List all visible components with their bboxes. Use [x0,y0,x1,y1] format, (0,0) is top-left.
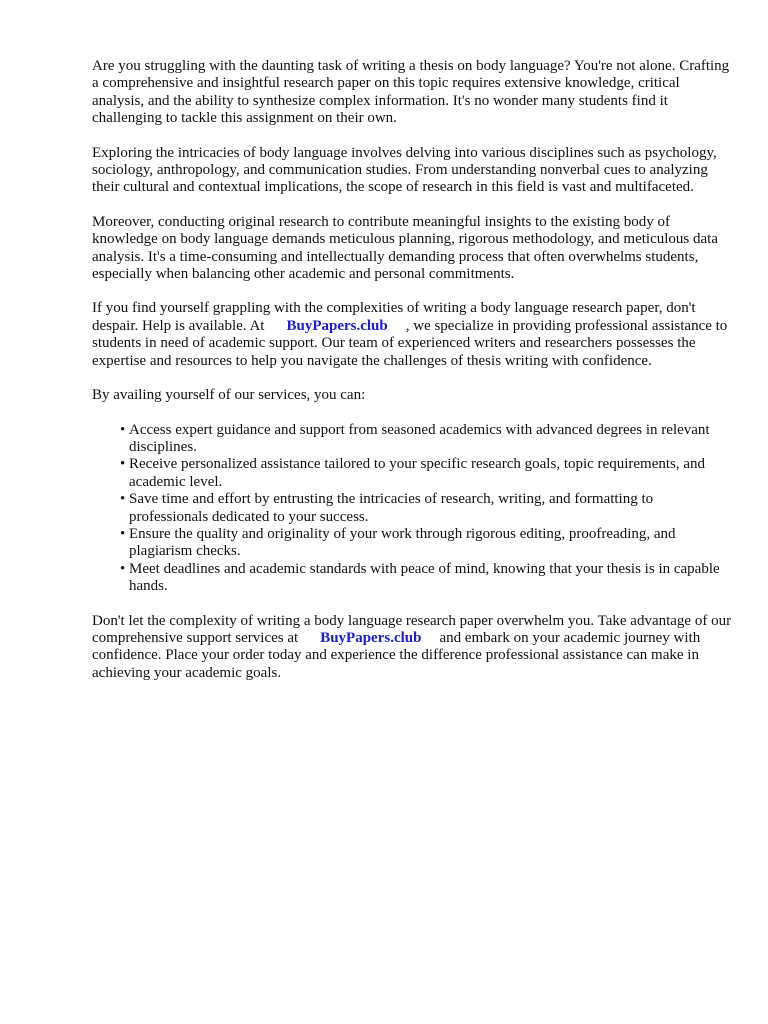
bullet-icon: • [120,560,126,577]
list-item [120,525,732,561]
help-text-before: If you find yourself grappling with the complexities of writing a body language research paper, don't despair. Help is available. At [92,300,696,334]
list-item [120,456,732,491]
bullet-icon: • [120,491,126,508]
research-demands-paragraph: Moreover, conducting original research to contribute meaningful insights to the existing body of knowledge on body language demands meticulous planning, rigorous methodology, and meticulous data analysis. It's a time-consuming and intellectually demanding process that often overwhelms students, especially when balancing other academic and personal commitments. [92,213,718,283]
list-item-text: Save time and effort by entrusting the intricacies of research, writing, and formatting to professionals dedicated to your success. [129,491,654,525]
services-intro-paragraph: By availing yourself of our services, you can: [92,387,366,404]
bullet-icon: • [120,456,126,473]
document-body [92,58,732,699]
list-item-text: Receive personalized assistance tailored to your specific research goals, topic requirements, and academic level. [129,456,706,490]
bullet-icon: • [120,525,126,542]
buypapers-link[interactable]: BuyPapers.club [320,629,422,646]
list-item [120,560,732,596]
list-item-text: Ensure the quality and originality of your work through rigorous editing, proofreading, and plagiarism checks. [129,525,676,560]
buypapers-link[interactable]: BuyPapers.club [286,317,388,334]
help-text-after: , we specialize in providing professional assistance to students in need of academic support. Our team of experienced writers and researchers possesses the expertise and resources to help you navigate the challenges of thesis writing with confidence. [92,317,728,369]
intro-paragraph: Are you struggling with the daunting task of writing a thesis on body language? You're not alone. Crafting a comprehensive and insightful research paper on this topic requires extensive knowledge, critical analysis, and the ability to synthesize complex information. It's no wonder many students find it challenging to tackle this assignment on their own. [92,58,730,127]
benefits-list [92,422,732,596]
help-available-paragraph [92,300,732,370]
list-item-text: Meet deadlines and academic standards with peace of mind, knowing that your thesis is in capable hands. [129,560,720,595]
list-item-text: Access expert guidance and support from seasoned academics with advanced degrees in relevant disciplines. [129,421,710,455]
bullet-icon: • [120,421,126,438]
disciplines-paragraph: Exploring the intricacies of body language involves delving into various disciplines such as psychology, sociology, anthropology, and communication studies. From understanding nonverbal cues to analyzing their cultural and contextual implications, the scope of research in this field is vast and multifaceted. [92,144,717,196]
closing-text-after: and embark on your academic journey with confidence. Place your order today and experience the difference professional assistance can make in achieving your academic goals. [92,629,701,681]
list-item [120,421,732,457]
closing-paragraph [92,613,732,683]
list-item [120,491,732,526]
closing-text-before: Don't let the complexity of writing a body language research paper overwhelm you. Take advantage of our comprehensive support services at [92,612,732,646]
